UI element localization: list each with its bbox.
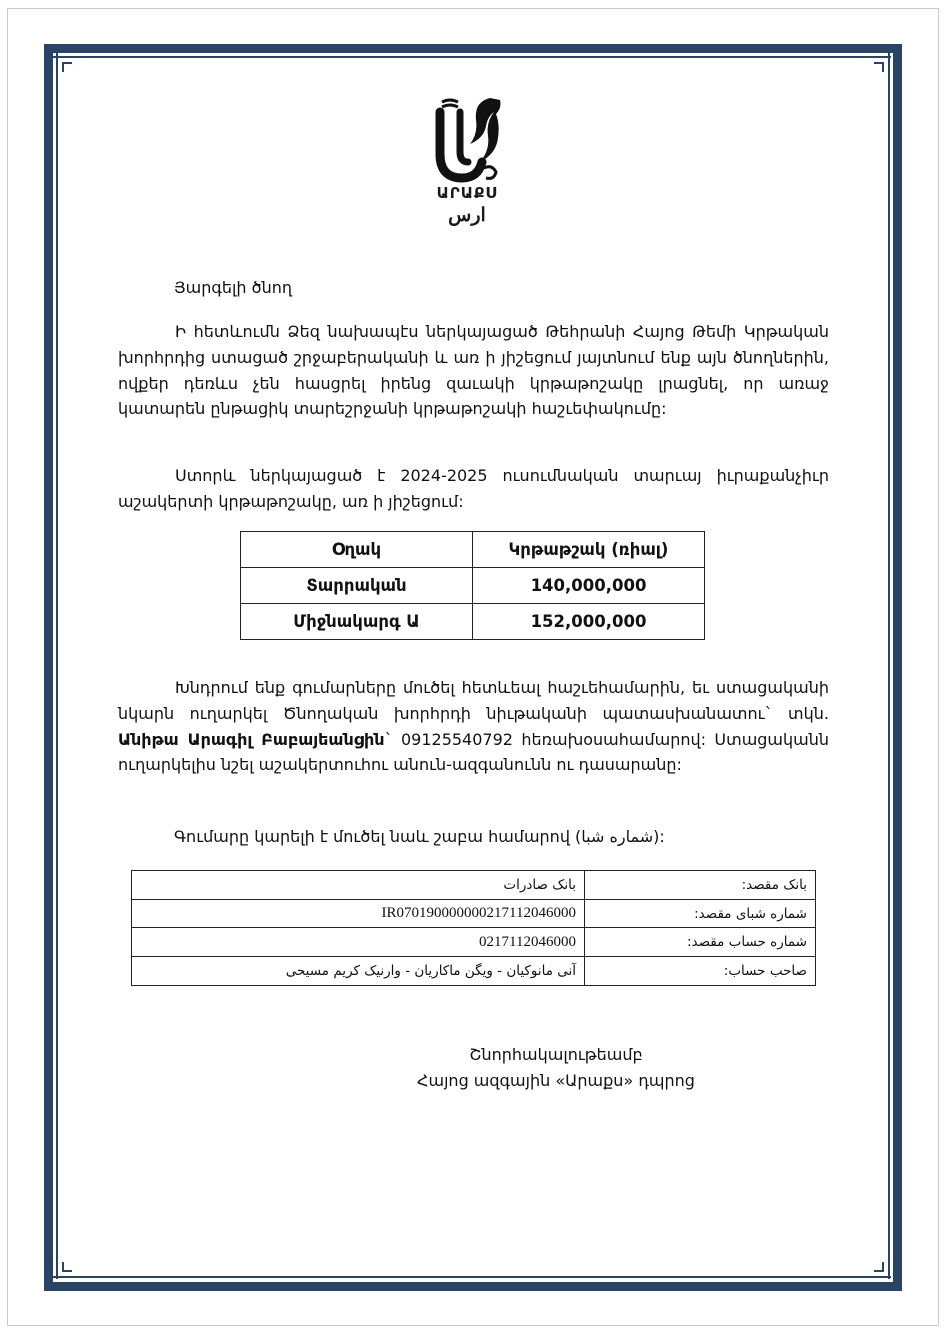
amount-cell: 140,000,000	[473, 568, 705, 604]
tuition-table	[240, 531, 705, 640]
table-row	[241, 604, 705, 640]
table-row	[132, 957, 816, 986]
bank-label-cell: بانک مقصد:	[585, 871, 816, 900]
sheba-line: Գումարը կարելի է մուծել նաև շաբա համարով (شماره شبا):	[174, 827, 665, 846]
paragraph-3-after: ` 09125540792 հեռախօսահամարով: Ստացականն ուղարկելիս նշել աշակերտուհու անուն-ազգանունն ու դասարանը:	[118, 729, 830, 775]
table-row	[132, 928, 816, 957]
header-cell: Կրթաթշակ (ռիալ)	[473, 532, 705, 568]
bank-details-table	[131, 870, 816, 986]
header-cell: Օղակ	[241, 532, 473, 568]
salutation: Յարգելի ծնող	[174, 278, 292, 297]
bank-value-cell: 0217112046000	[132, 928, 585, 957]
bank-label-cell: صاحب حساب:	[585, 957, 816, 986]
amount-cell: 152,000,000	[473, 604, 705, 640]
treasurer-name: Անիթա Արագիլ Բաբայեանցին	[118, 729, 385, 749]
level-cell: Միջնակարգ Ա	[241, 604, 473, 640]
table-row	[132, 899, 816, 928]
school-name-signature: Հայոց ազգային «Արաքս» դպրոց	[417, 1071, 695, 1090]
bank-value-cell: IR070190000000217112046000	[132, 899, 585, 928]
logo-persian-text: ارس	[448, 204, 486, 226]
closing-thanks: Շնորհակալութեամբ	[469, 1045, 643, 1064]
paragraph-3-before: Խնդրում ենք գումարները մուծել հետևեալ հաշւեհամարին, եւ ստացականի նկարն ուղարկել Ծնողական խորհրդի նիւթականի պատասխանատու` տկն.	[118, 678, 829, 723]
bank-value-cell: بانک صادرات	[132, 871, 585, 900]
bank-label-cell: شماره حساب مقصد:	[585, 928, 816, 957]
school-logo	[428, 92, 518, 234]
paragraph-1: Ի հետևումն Ձեզ նախապէս ներկայացած Թեհրանի Հայոց Թեմի Կրթական խորհրդից ստացած շրջաբերականի և առ ի յիշեցում յայտնում ենք այն ծնողներին, ովքեր դեռևս չեն հասցրել իրենց զաւակի կրթաթոշակը լրացնել, որ առաջ կատարեն ընթացիկ տարեշրջանի կրթաթոշակի հաշւեփակումը:	[118, 322, 829, 419]
table-row	[132, 871, 816, 900]
logo-armenian-text: ԱՐԱՔՍ	[436, 184, 498, 202]
table-row	[241, 568, 705, 604]
paragraph-3	[118, 675, 829, 778]
paragraph-2: Ստորև ներկայացած է 2024-2025 ուսումնական տարւայ իւրաքանչիւր աշակերտի կրթաթոշակը, առ ի յիշեցում:	[118, 466, 829, 511]
bank-value-cell: آنی مانوکیان - ویگن ماکاریان - وارنیک کریم مسیحی	[132, 957, 585, 986]
bank-label-cell: شماره شبای مقصد:	[585, 899, 816, 928]
school-emblem-icon	[428, 92, 510, 188]
level-cell: Տարրական	[241, 568, 473, 604]
table-header-row	[241, 532, 705, 568]
